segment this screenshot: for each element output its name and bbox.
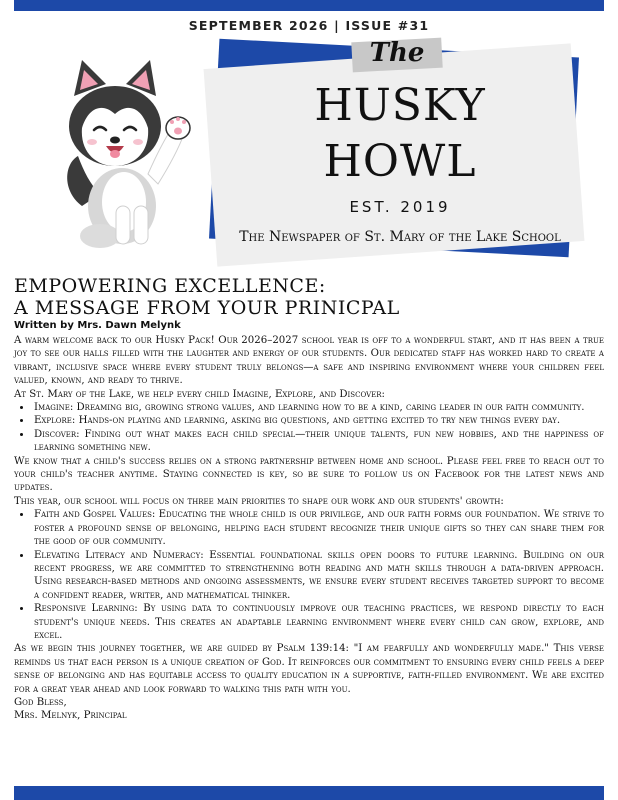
list-item: • Imagine: Dreaming big, growing strong values, and learning how to be a kind, caring leader in our faith community. xyxy=(32,401,604,414)
priorities-intro-paragraph: This year, our school will focus on three main priorities to shape our work and our students' growth: xyxy=(14,495,504,507)
signoff: God Bless, xyxy=(14,696,67,708)
article-headline xyxy=(14,275,604,319)
masthead-subtitle: The Newspaper of St. Mary of the Lake School xyxy=(239,229,561,245)
article-body xyxy=(14,334,604,723)
bottom-accent-bar xyxy=(14,786,604,800)
issue-line: SEPTEMBER 2026 | ISSUE #31 xyxy=(188,18,430,33)
list-item: • Elevating Literacy and Numeracy: Essential foundational skills open doors to future learning. Building on our recent progress, we are committed to strengthening both reading and math skills through a data-driven approach. Using research-based methods and ongoing assessments, we ensure every student receives targeted support to become a confident reader, writer, and mathematical thinker. xyxy=(32,549,604,603)
list-item: • Faith and Gospel Values: Educating the whole child is our privilege, and our faith forms our foundation. We strive to foster a profound sense of belonging, helping each student recognize their unique gifts so they can share them for the good of our community. xyxy=(32,508,604,548)
imagine-explore-discover-list xyxy=(14,401,604,455)
partnership-paragraph: We know that a child's success relies on a strong partnership between home and school. Please feel free to reach out to your child's teacher anytime. Staying connected is key, so be sure to follow us on Facebook for the latest news and updates. xyxy=(14,455,604,494)
article-headline-line1: EMPOWERING EXCELLENCE: xyxy=(14,275,326,297)
closing-paragraph: As we begin this journey together, we are guided by Psalm 139:14: "I am fearfully and wonderfully made." This verse reminds us that each person is a unique creation of God. It reinforces our commitment to ensuring every child feels a deep sense of belonging and has equitable access to quality education in a supportive, faith-filled environment. We are excited for a great year ahead and look forward to walking this path with you. xyxy=(14,643,604,695)
husky-mascot-icon xyxy=(60,56,200,252)
established-label: EST. 2019 xyxy=(349,198,451,216)
article-headline-line2: A MESSAGE FROM YOUR PRINICPAL xyxy=(14,297,400,319)
intro-paragraph: A warm welcome back to our Husky Pack! Our 2026–2027 school year is off to a wonderful start, and it has been a true joy to see our halls filled with the laughter and energy of our students. Our dedicated staff has worked hard to create a vibrant, inclusive space where every student truly belongs—a safe and inspiring environment where your children feel valued, known, and ready to thrive. xyxy=(14,335,604,387)
list-item: • Explore: Hands-on playing and learning, asking big questions, and getting excited to try new things every day. xyxy=(32,414,604,427)
signature: Mrs. Melnyk, Principal xyxy=(14,710,127,722)
masthead-the: The xyxy=(369,38,425,68)
masthead-title-line1: HUSKY xyxy=(314,80,486,131)
masthead-title-line2: HOWL xyxy=(323,136,477,187)
lead-in-paragraph: At St. Mary of the Lake, we help every child Imagine, Explore, and Discover: xyxy=(14,388,385,400)
top-accent-bar xyxy=(14,0,604,11)
list-item: • Discover: Finding out what makes each child special—their unique talents, fun new hobbies, and the happiness of learning something new. xyxy=(32,428,604,455)
list-item: • Responsive Learning: By using data to continuously improve our teaching practices, we respond directly to each student's unique needs. This creates an adaptable learning environment where every child can grow, explore, and excel. xyxy=(32,602,604,642)
priorities-list xyxy=(14,508,604,642)
article-byline: Written by Mrs. Dawn Melynk xyxy=(14,320,181,331)
